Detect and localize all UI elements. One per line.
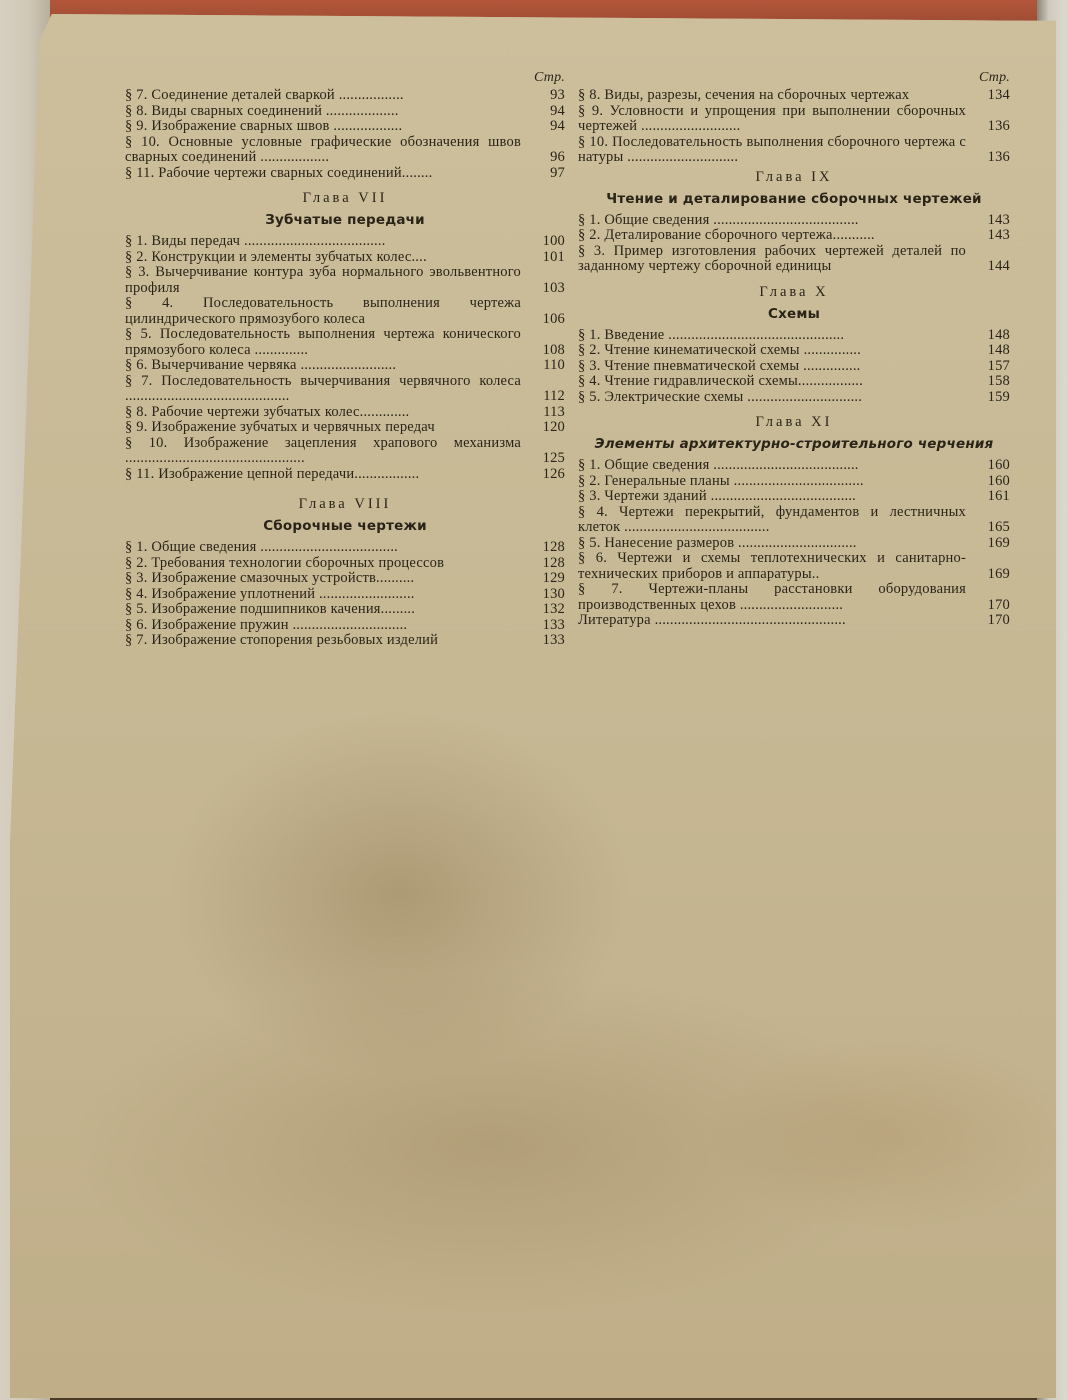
toc-entry-text: § 1. Общие сведения ......................................	[578, 211, 859, 228]
toc-entry-text: § 10. Изображение зацепления храпового механизма ...............................................	[125, 434, 521, 466]
toc-entry-text: § 5. Изображение подшипников качения.........	[125, 601, 416, 617]
toc-entry-text: § 6. Чертежи и схемы теплотехнических и санитарно-технических приборов и аппаратуры..	[578, 550, 966, 582]
toc-entry-text: § 3. Чтение пневматической схемы ...............	[578, 357, 861, 374]
toc-group	[578, 213, 1010, 275]
toc-entry	[125, 436, 565, 467]
toc-entry	[578, 551, 1010, 582]
toc-entry	[578, 328, 1010, 344]
toc-entry	[125, 234, 565, 250]
toc-group	[125, 88, 565, 181]
toc-entry	[125, 119, 565, 135]
chapter-title: Элементы архитектурно-строительного черчения	[594, 436, 994, 452]
toc-entry-text: § 6. Изображение пружин ..............................	[125, 616, 408, 633]
toc-entry-text: § 8. Виды, разрезы, сечения на сборочных чертежах	[578, 87, 910, 103]
toc-group	[125, 234, 565, 482]
toc-entry-text: § 3. Вычерчивание контура зуба нормального эвольвентного профиля	[125, 264, 521, 296]
toc-entry-text: § 6. Вычерчивание червяка .........................	[125, 357, 397, 373]
chapter-heading: Глава X	[759, 283, 829, 300]
toc-entry	[125, 88, 565, 104]
toc-entry-text: § 7. Последовательность вычерчивания червячного колеса ...........................................	[125, 372, 521, 404]
toc-entry-text: § 4. Чтение гидравлической схемы.................	[578, 373, 863, 389]
toc-entry	[578, 582, 1010, 613]
toc-entry	[578, 613, 1010, 629]
toc-entry-page: 143	[987, 227, 1010, 243]
toc-right-column	[578, 70, 1010, 629]
toc-entry-page: 126	[542, 465, 565, 482]
toc-entry-page: 144	[987, 258, 1010, 274]
toc-entry	[125, 556, 565, 572]
toc-entry-text: § 7. Изображение стопорения резьбовых изделий	[125, 632, 439, 648]
toc-entry-text: § 1. Общие сведения ......................................	[578, 457, 859, 473]
toc-entry-page: 159	[987, 388, 1010, 405]
toc-entry	[125, 374, 565, 405]
toc-entry	[125, 327, 565, 358]
toc-entry-text: § 2. Требования технологии сборочных процессов	[125, 554, 445, 571]
toc-entry-page: 158	[987, 373, 1010, 389]
toc-entry-text: § 10. Основные условные графические обозначения швов сварных соединений ..................	[125, 133, 521, 165]
toc-entry	[125, 618, 565, 634]
toc-entry-page: 169	[987, 534, 1010, 551]
toc-entry-text: § 11. Изображение цепной передачи.................	[125, 465, 420, 482]
toc-entry-text: § 11. Рабочие чертежи сварных соединений........	[125, 164, 433, 181]
toc-entry	[125, 467, 565, 483]
toc-entry-page: 128	[542, 539, 565, 555]
toc-entry-page: 110	[543, 357, 565, 373]
toc-entry-page: 106	[542, 310, 565, 327]
toc-entry-text: § 2. Чтение кинематической схемы ...............	[578, 342, 861, 358]
toc-entry-text: § 4. Последовательность выполнения чертежа цилиндрического прямозубого колеса	[125, 295, 521, 327]
toc-entry	[578, 359, 1010, 375]
toc-entry	[125, 405, 565, 421]
toc-entry	[578, 104, 1010, 135]
toc-entry-text: § 7. Чертежи-планы расстановки оборудования производственных цехов ...........................	[578, 581, 966, 613]
toc-entry-text: § 1. Общие сведения ....................................	[125, 539, 398, 555]
toc-entry-page: 128	[542, 554, 565, 571]
toc-entry-text: § 8. Рабочие чертежи зубчатых колес.............	[125, 403, 410, 420]
chapter-title: Схемы	[767, 305, 820, 322]
toc-entry	[578, 474, 1010, 490]
toc-entry-text: § 10. Последовательность выполнения сборочного чертежа с натуры .............................	[578, 133, 966, 165]
toc-entry	[578, 536, 1010, 552]
toc-entry-text: § 9. Изображение зубчатых и червячных передач	[125, 419, 435, 435]
toc-entry-page: 160	[987, 472, 1010, 489]
toc-entry-text: § 4. Чертежи перекрытий, фундаментов и лестничных клеток ......................................	[578, 503, 966, 535]
toc-entry-text: § 2. Деталирование сборочного чертежа...........	[578, 227, 875, 243]
toc-entry-page: 136	[987, 118, 1010, 134]
toc-entry	[125, 633, 565, 649]
toc-entry-text: § 1. Введение ..............................................	[578, 326, 845, 343]
toc-entry-page: 130	[542, 585, 565, 602]
toc-entry	[578, 244, 1010, 275]
toc-entry-text: § 3. Изображение смазочных устройств..........	[125, 570, 415, 586]
toc-entry-page: 113	[543, 403, 565, 420]
toc-entry	[578, 213, 1010, 229]
toc-entry-page: 170	[987, 612, 1010, 628]
toc-entry-page: 96	[550, 149, 565, 165]
toc-entry-page: 125	[542, 450, 565, 466]
toc-entry	[125, 358, 565, 374]
toc-entry	[578, 88, 1010, 104]
toc-entry-text: § 5. Нанесение размеров ...............................	[578, 534, 857, 551]
toc-entry-page: 143	[987, 211, 1010, 228]
toc-entry-text: § 7. Соединение деталей сваркой .................	[125, 87, 404, 103]
toc-entry	[578, 505, 1010, 536]
toc-entry-text: § 5. Электрические схемы ..............................	[578, 388, 863, 405]
toc-entry-text: § 3. Чертежи зданий ......................................	[578, 488, 857, 504]
chapter-heading: Глава XI	[755, 414, 833, 430]
chapter-title: Сборочные чертежи	[263, 518, 427, 534]
toc-entry-page: 103	[542, 279, 565, 296]
toc-group	[578, 328, 1010, 406]
toc-entry-page: 93	[550, 87, 565, 103]
chapter-heading: Глава VIII	[298, 496, 392, 512]
toc-entry-page: 132	[542, 601, 565, 617]
toc-entry	[578, 135, 1010, 166]
toc-entry	[125, 602, 565, 618]
toc-group	[578, 458, 1010, 629]
toc-entry-page: 148	[987, 326, 1010, 343]
toc-entry-text: § 9. Условности и упрощения при выполнении сборочных чертежей ..........................	[578, 102, 966, 134]
chapter-heading: Глава VII	[302, 190, 388, 206]
toc-entry	[578, 343, 1010, 359]
toc-entry	[125, 135, 565, 166]
toc-entry-text: § 8. Виды сварных соединений ...................	[125, 102, 399, 119]
toc-entry	[125, 571, 565, 587]
toc-entry-page: 120	[542, 419, 565, 435]
toc-entry-page: 100	[542, 233, 565, 249]
toc-entry-page: 108	[542, 341, 565, 358]
toc-entry-page: 134	[987, 87, 1010, 103]
toc-entry	[125, 540, 565, 556]
toc-entry	[578, 489, 1010, 505]
toc-entry	[125, 265, 565, 296]
toc-entry-page: 112	[543, 388, 565, 404]
toc-entry-page: 129	[542, 570, 565, 586]
page-column-label: Стр.	[979, 70, 1010, 85]
toc-entry	[578, 458, 1010, 474]
toc-entry-page: 133	[542, 632, 565, 648]
toc-entry-page: 94	[550, 102, 565, 119]
toc-entry-page: 133	[542, 616, 565, 633]
toc-entry-page: 169	[987, 565, 1010, 582]
toc-entry	[125, 296, 565, 327]
toc-entry-page: 97	[550, 164, 565, 181]
toc-entry	[578, 390, 1010, 406]
toc-entry-text: § 2. Генеральные планы ..................................	[578, 472, 864, 489]
chapter-title: Чтение и деталирование сборочных чертежей	[606, 190, 982, 207]
toc-entry-page: 148	[987, 342, 1010, 358]
toc-entry-text: § 2. Конструкции и элементы зубчатых колес....	[125, 248, 427, 265]
toc-group	[125, 540, 565, 649]
toc-group	[578, 88, 1010, 166]
toc-entry-page: 161	[987, 488, 1010, 504]
toc-entry-text: § 9. Изображение сварных швов ..................	[125, 118, 403, 134]
toc-entry	[125, 166, 565, 182]
chapter-title: Зубчатые передачи	[265, 212, 425, 228]
toc-entry	[578, 228, 1010, 244]
toc-left-column	[125, 70, 565, 649]
toc-entry	[125, 104, 565, 120]
toc-entry-text: § 4. Изображение уплотнений .........................	[125, 585, 415, 602]
page-column-label: Стр.	[534, 70, 565, 85]
toc-entry	[578, 374, 1010, 390]
toc-entry-page: 165	[987, 519, 1010, 535]
toc-entry	[125, 587, 565, 603]
toc-entry-text: § 1. Виды передач .....................................	[125, 233, 386, 249]
toc-entry-page: 157	[987, 357, 1010, 374]
toc-entry-page: 160	[987, 457, 1010, 473]
toc-entry-page: 101	[542, 248, 565, 265]
toc-entry	[125, 250, 565, 266]
toc-entry-page: 94	[550, 118, 565, 134]
toc-entry-page: 170	[987, 596, 1010, 613]
toc-entry-page: 136	[987, 149, 1010, 165]
toc-entry-text: Литература ..................................................	[578, 612, 846, 628]
toc-entry-text: § 5. Последовательность выполнения чертежа конического прямозубого колеса ..............	[125, 326, 521, 358]
chapter-heading: Глава IX	[755, 168, 833, 185]
toc-entry-text: § 3. Пример изготовления рабочих чертежей деталей по заданному чертежу сборочной единицы	[578, 242, 966, 274]
toc-entry	[125, 420, 565, 436]
